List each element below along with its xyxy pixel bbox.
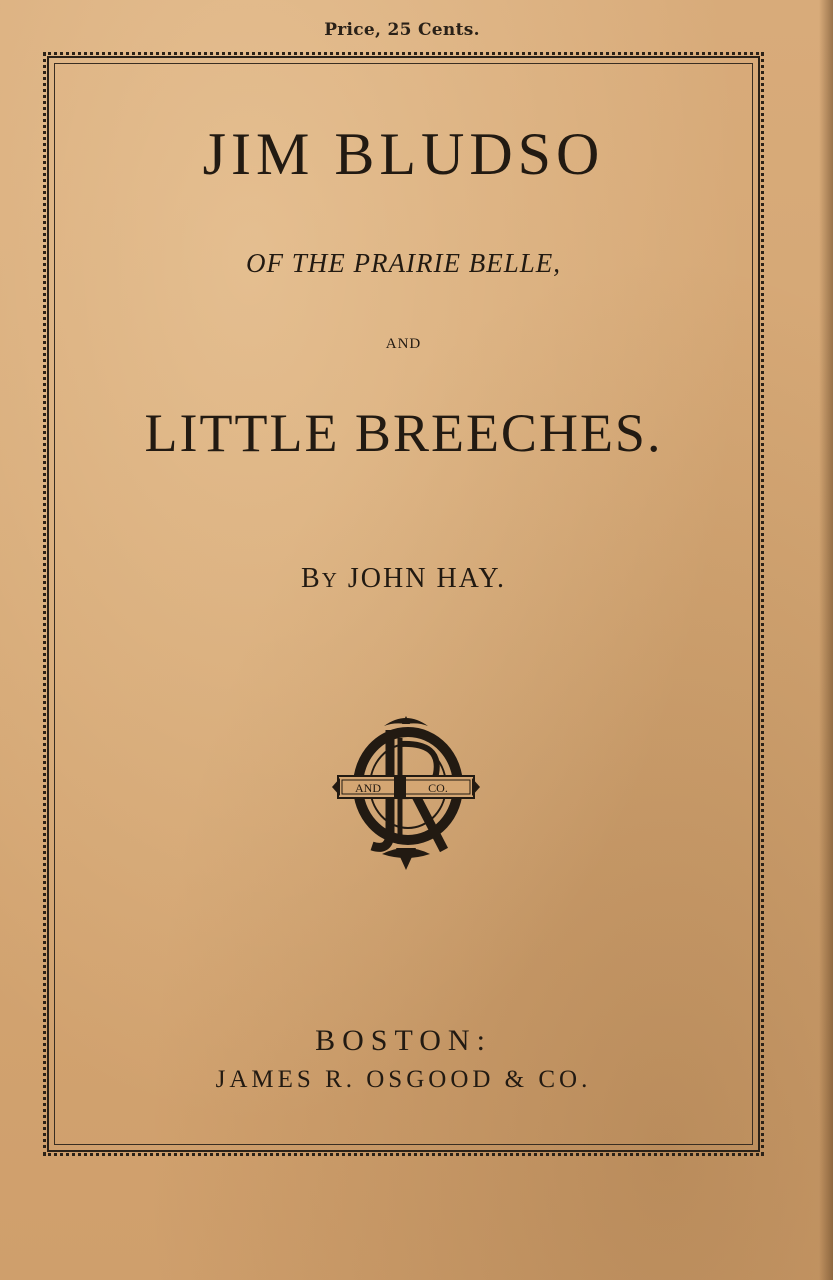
- publisher-name: JAMES R. OSGOOD & CO.: [215, 1066, 592, 1093]
- page-edge-shadow: [819, 0, 833, 1280]
- monogram-left-banner-text: AND: [355, 781, 381, 795]
- author-prefix-initial: B: [301, 563, 322, 594]
- monogram-right-banner-text: CO.: [428, 781, 448, 795]
- author-line: [54, 563, 753, 595]
- conjunction-and: AND: [385, 336, 422, 352]
- author-name: JOHN HAY.: [347, 563, 506, 594]
- author-prefix-rest: Y: [321, 568, 339, 592]
- publication-city: BOSTON:: [315, 1024, 492, 1057]
- publisher-monogram-icon: [332, 712, 480, 872]
- price-label: Price, 25 Cents.: [324, 20, 480, 40]
- title-little-breeches: LITTLE BREECHES.: [144, 403, 663, 463]
- decorative-border-inner: [54, 63, 753, 1145]
- subtitle: OF THE PRAIRIE BELLE,: [246, 248, 561, 278]
- title-jim-bludso: JIM BLUDSO: [202, 121, 605, 187]
